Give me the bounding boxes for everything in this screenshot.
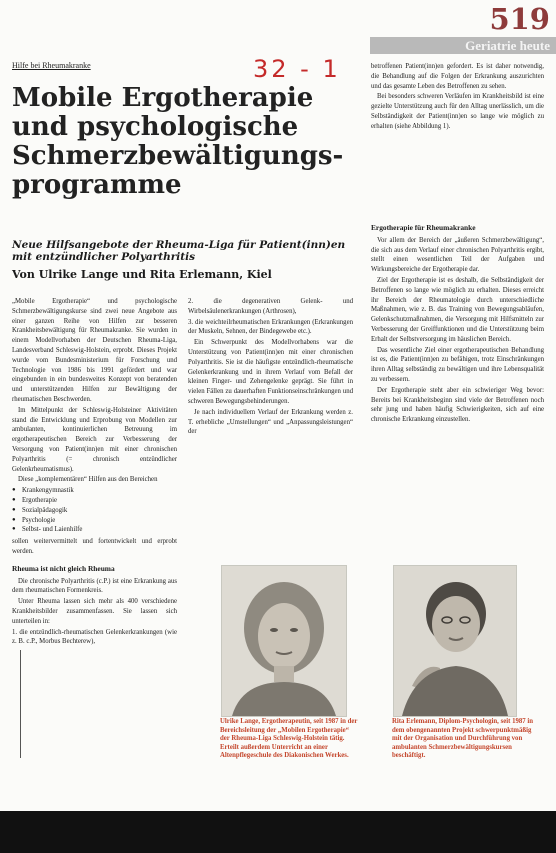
article-byline: Von Ulrike Lange und Rita Erlemann, Kiel — [12, 268, 272, 281]
section-subheading: Rheuma ist nicht gleich Rheuma — [12, 563, 115, 573]
photo-caption-erlemann: Rita Erlemann, Diplom-Psychologin, seit 1987 in dem obengenannten Projekt schwerpunktmäßig mit der Organisation und Durchführung von ambulanten Schmerzbewältigungskursen beschäftigt. — [392, 718, 534, 760]
numbered-item: 1. die entzündlich-rheumatischen Gelenkerkrankungen (wie z. B. c.P., Morbus Bechterew), — [12, 628, 177, 646]
bullet-list — [12, 486, 177, 535]
list-item: ● Krankengymnastik — [12, 486, 177, 496]
author-photo-lange — [221, 565, 347, 717]
article-column-3-top — [371, 62, 544, 187]
article-column-2 — [188, 297, 353, 547]
paragraph: Die chronische Polyarthritis (c.P.) ist eine Erkrankung aus dem rheumatischen Formenkreis. — [12, 577, 177, 595]
paragraph: Vor allem der Bereich der „äußeren Schmerzbewältigung“, die sich aus dem Verlauf einer chronischen Polyarthritis ergibt, stellt einen wesentlichen Teil der Aufgaben und Wirkungsbereiche der Ergotherapie dar. — [371, 236, 544, 274]
paragraph: Diese „komplementären“ Hilfen aus den Bereichen — [18, 476, 158, 484]
portrait-woman-short-hair-image — [394, 566, 516, 716]
paragraph: Ziel der Ergotherapie ist es deshalb, die Selbständigkeit der Betroffenen so lange wie möglich zu erhalten. Dieses erreicht ihr Bereich der Rheumatologie durch unterschiedliche Maßnahmen, wie z. B. das Training von Bewegungsabläufen, Gelenkschutzmaßnahmen, die Versorgung mit Hilfsmitteln zur Verbesserung der Greiffunktionen und die Unterstützung beim Erhalt der Selbstversorgung im häuslichen Bereich. — [371, 276, 544, 343]
portrait-woman-curly-hair-image — [222, 566, 346, 716]
paragraph: „Mobile Ergotherapie“ und psychologische Schmerzbewältigungskurse sind zwei neue Angebote aus einer ganzen Reihe von Hilfen zur besseren Krankheitsbewältigung für Rheumakranke. Sie wurden in einem Modellvorhaben der Deutschen Rheuma-Liga, Landesverband Schleswig-Holstein, erprobt. Dieses Projekt wurde vom Bundesministerium für Forschung und Technologie von 1986 bis 1991 gefördert und war eingebunden in ein bundesweites Konzept von beratenden und unterstützenden Hilfen zur Bewältigung der rheumatischen Beschwerden. — [12, 298, 177, 403]
paragraph: Bei besonders schweren Verläufen im Krankheitsbild ist eine gezielte Unterstützung auch für den Alltag unerlässlich, um die Selbständigkeit der Patient(inn)en so lange wie möglich zu erhalten (siehe Abbildung 1). — [371, 93, 544, 130]
paragraph: Je nach individuellem Verlauf der Erkrankung werden z. T. erhebliche „Umstellungen“ und „Anpassungsleistungen“ der — [188, 408, 353, 436]
list-item: ● Sozialpädagogik — [12, 506, 177, 516]
list-item: ● Psychologie — [12, 516, 177, 526]
list-item: ● Ergotherapie — [12, 496, 177, 506]
article-column-1 — [12, 297, 177, 767]
paragraph: sollen weitervermittelt und fortentwickelt und erprobt werden. — [12, 538, 177, 555]
handwritten-note: 32 - 1 — [253, 55, 341, 83]
paragraph: Unter Rheuma lassen sich mehr als 400 verschiedene Krankheitsbilder zusammenfassen. Sie lassen sich unterteilen in: — [12, 598, 177, 625]
margin-pencil-mark — [20, 650, 24, 758]
article-column-3 — [371, 223, 544, 553]
scan-border-bottom — [0, 811, 556, 853]
article-headline: Mobile Ergotherapie und psychologische Schmerzbewältigungs-programme — [12, 83, 344, 200]
numbered-item: 2. die degenerativen Gelenk- und Wirbelsäulenerkrankungen (Arthrosen), — [188, 298, 353, 315]
kicker: Hilfe bei Rheumakranke — [12, 61, 91, 70]
section-rubric: Geriatrie heute — [370, 37, 556, 54]
paragraph: betroffenen Patient(inn)en gefordert. Es ist daher notwendig, die Behandlung auf die Folgen der Erkrankung auszurichten und das gesamte Leben des Betroffenen zu sehen. — [371, 63, 544, 90]
paragraph: Im Mittelpunkt der Schleswig-Holsteiner Aktivitäten stand die Entwicklung und Erprobung von Modellen zur ambulanten, kontinuierlichen Betreuung im ergotherapeutischen Bereich zur Verbesserung der Versorgung von Patient(inn)en mit einer chronischen Polyarthritis (= chronisch entzündlicher Gelenkrheumatismus). — [12, 406, 177, 473]
photo-caption-lange: Ulrike Lange, Ergotherapeutin, seit 1987 in der Bereichsleitung der „Mobilen Ergotherapie“ der Rheuma-Liga Schleswig-Holstein tätig. Erteilt außerdem Unterricht an einer Altenpflegeschule des Diakonischen Werkes. — [220, 718, 358, 760]
paragraph: Der Ergotherapie steht aber ein schwieriger Weg bevor: Bereits bei Krankheitsbeginn sind viele der Betroffenen noch sehr jung und haben häufig Schwierigkeiten, sich auf eine chronische Erkrankung einzustellen. — [371, 386, 544, 424]
section-subheading: Ergotherapie für Rheumakranke — [371, 223, 476, 232]
numbered-item: 3. die weichteilrheumatischen Erkrankungen (Erkrankungen der Muskeln, Sehnen, der Bindegewebe etc.). — [188, 318, 353, 336]
list-item: ● Selbst- und Laienhilfe — [12, 525, 177, 535]
paragraph: Ein Schwerpunkt des Modellvorhabens war die Unterstützung von Patient(inn)en mit einer chronischen Polyarthritis. Sie ist die häufigste entzündlich-rheumatische Gelenkerkrankung und in ihrem Verlauf vom Befall der kleinen Finger- und Zehengelenke geprägt. Sie führt in vielen Fällen zu dauerhaften Funktionseinschränkungen und schweren Bewegungsbehinderungen. — [188, 339, 353, 405]
paragraph: Das wesentliche Ziel einer ergotherapeutischen Behandlung ist es, die Patient(inn)en zu befähigen, trotz Einschränkungen ihren Alltag selbständig zu bewältigen und ihre Lebensqualität zu verbessern. — [371, 346, 544, 383]
author-photo-erlemann — [393, 565, 517, 717]
page-number: 519 — [489, 2, 550, 36]
article-subheadline: Neue Hilfsangebote der Rheuma-Liga für Patient(inn)en mit entzündlicher Polyarthritis — [12, 239, 346, 263]
